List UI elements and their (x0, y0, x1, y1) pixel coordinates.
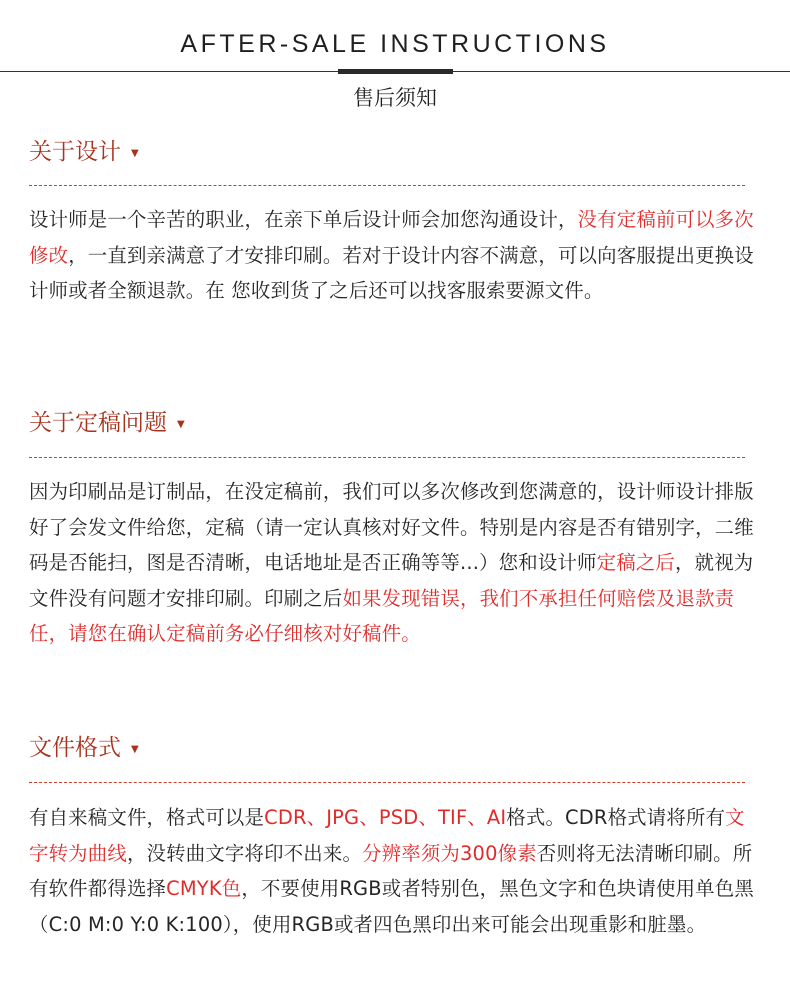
body-text: 格式。CDR格式请将所有 (506, 806, 726, 829)
highlight-text: CDR、JPG、PSD、TIF、AI (264, 806, 507, 829)
section-paragraph (29, 202, 759, 309)
highlight-text: 如果发现错误，我们不承担任何赔偿及退款责任，请您在确认定稿前务必仔细核对好稿件。 (29, 586, 735, 645)
body-text: ，没转曲文字将印不出来。 (126, 841, 363, 865)
section-paragraph (29, 800, 759, 942)
page-title: AFTER-SALE INSTRUCTIONS (180, 30, 610, 58)
highlight-text: 文字转为曲线 (29, 806, 745, 865)
highlight-text: 定稿之后 (596, 551, 676, 574)
section-title-design (29, 137, 139, 172)
dashed-divider (29, 457, 745, 458)
body-text: 有自来稿文件，格式可以是 (29, 806, 265, 829)
section-title-text: 关于定稿问题 (29, 410, 167, 436)
triangle-down-icon: ▼ (131, 148, 139, 159)
page-subtitle: 售后须知 (353, 86, 437, 110)
body-text: ，就视为文件没有问题才安排印刷。印刷之后 (29, 551, 754, 610)
highlight-text: 没有定稿前可以多次修改 (29, 208, 754, 267)
header-accent-bar (338, 69, 453, 74)
dashed-divider (29, 185, 745, 186)
highlight-text: 分辨率须为300像素 (362, 841, 537, 865)
section-title-text: 文件格式 (29, 735, 121, 761)
body-text: ，不要使用RGB或者特别色，黑色文字和色块请使用单色黑（C:0 M:0 Y:0 K:100），使用RGB或者四色黑印出来可能会出现重影和脏墨。 (29, 877, 754, 936)
triangle-down-icon: ▼ (177, 419, 185, 430)
section-title-file-format (29, 733, 139, 768)
section-paragraph (29, 474, 759, 652)
body-text: 因为印刷品是订制品，在没定稿前，我们可以多次修改到您满意的，设计师设计排版好了会发文件给您，定稿（请一定认真核对好文件。特别是内容是否有错别字，二维码是否能扫，图是否清晰，电话地址是否正确等等...）您和设计师 (29, 480, 754, 574)
highlight-text: CMYK色 (166, 877, 242, 900)
section-title-finalization (29, 408, 185, 443)
dashed-divider (29, 782, 745, 783)
body-text: 否则将无法清晰印刷。所有软件都得选择 (29, 841, 753, 900)
body-text: ，一直到亲满意了才安排印刷。若对于设计内容不满意，可以向客服提出更换设计师或者全额退款。在 您收到货了之后还可以找客服索要源文件。 (29, 243, 754, 302)
section-title-text: 关于设计 (29, 139, 121, 165)
triangle-down-icon: ▼ (131, 744, 139, 755)
body-text: 设计师是一个辛苦的职业，在亲下单后设计师会加您沟通设计， (29, 208, 578, 231)
